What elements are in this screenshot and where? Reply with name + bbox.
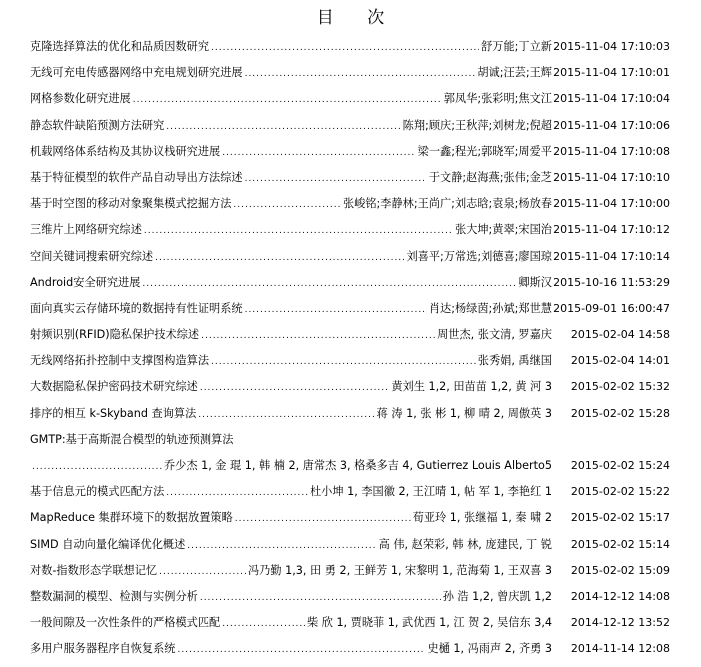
dot-leader — [222, 148, 415, 158]
article-title-link[interactable]: 射频识别(RFID)隐私保护技术综述 — [30, 328, 200, 342]
article-authors: 胡诚;汪芸;王辉 — [477, 66, 552, 80]
article-timestamp: 2014-12-12 13:52 — [570, 616, 670, 630]
article-authors: 乔少杰 1, 金 琨 1, 韩 楠 2, 唐常杰 3, 格桑多吉 4, Gutierrez Louis Alberto5 — [163, 459, 552, 472]
article-timestamp: 2014-12-12 14:08 — [570, 589, 670, 603]
article-authors: 肖达;杨绿茵;孙斌;郑世慧 — [428, 301, 552, 315]
article-timestamp: 2015-11-04 17:10:06 — [553, 118, 670, 132]
article-timestamp: 2015-11-04 17:10:14 — [553, 249, 670, 263]
toc-entry — [30, 38, 670, 64]
article-timestamp: 2015-02-02 15:32 — [570, 380, 670, 394]
toc-entry — [30, 431, 670, 457]
article-authors: 卿斯汉 — [518, 275, 552, 289]
toc-entry — [30, 195, 670, 221]
dot-leader — [233, 200, 341, 210]
article-title-link[interactable]: 基于时空图的移动对象聚集模式挖掘方法 — [30, 197, 232, 211]
dot-leader — [245, 69, 476, 79]
article-title-link[interactable]: MapReduce 集群环境下的数据放置策略 — [30, 511, 233, 525]
dot-leader — [201, 331, 435, 341]
article-timestamp: 2015-11-04 17:10:03 — [553, 40, 670, 53]
toc-entry — [30, 143, 670, 169]
article-timestamp: 2015-02-02 15:24 — [570, 459, 670, 472]
article-timestamp: 2015-11-04 17:10:08 — [553, 144, 670, 158]
article-title-link[interactable]: 对数-指数形态学联想记忆 — [30, 563, 158, 577]
toc-entry — [30, 169, 670, 195]
dot-leader — [200, 593, 441, 603]
article-title-link[interactable]: 面向真实云存储环境的数据持有性证明系统 — [30, 301, 243, 315]
toc-entry — [30, 64, 670, 90]
article-title-link[interactable]: 大数据隐私保护密码技术研究综述 — [30, 380, 198, 394]
article-title-link[interactable]: 基于特征模型的软件产品自动导出方法综述 — [30, 170, 243, 184]
article-timestamp: 2015-11-04 17:10:12 — [553, 223, 670, 237]
article-timestamp: 2015-02-04 14:01 — [570, 354, 670, 368]
article-title-link[interactable]: 多用户服务器程序自恢复系统 — [30, 642, 176, 656]
article-timestamp: 2015-02-04 14:58 — [570, 328, 670, 342]
article-title-link[interactable]: Android安全研究进展 — [30, 275, 141, 289]
toc-entry — [30, 248, 670, 274]
article-title-link[interactable]: 三维片上网络研究综述 — [30, 223, 142, 237]
article-authors: 张秀娟, 禹继国 — [477, 354, 552, 368]
article-timestamp: 2015-02-02 15:22 — [570, 485, 670, 499]
article-timestamp: 2015-11-04 17:10:04 — [553, 92, 670, 106]
dot-leader — [245, 174, 427, 184]
toc-entry — [30, 562, 670, 588]
toc-entry — [30, 90, 670, 116]
article-authors: 荀亚玲 1, 张继福 1, 秦 啸 2 — [412, 511, 552, 525]
dot-leader — [142, 279, 516, 289]
article-authors: 冯乃勤 1,3, 田 勇 2, 王鲜芳 1, 宋黎明 1, 范海菊 1, 王双喜 3 — [247, 563, 552, 577]
article-timestamp: 2015-10-16 11:53:29 — [553, 275, 670, 289]
toc-entry — [30, 457, 670, 483]
article-timestamp: 2015-11-04 17:10:01 — [553, 66, 670, 80]
dot-leader — [166, 122, 400, 132]
article-timestamp: 2015-02-02 15:28 — [570, 406, 670, 420]
article-authors: 舒万能;丁立新 — [481, 40, 552, 53]
dot-leader — [200, 383, 390, 393]
dot-leader — [177, 645, 425, 655]
dot-leader — [211, 357, 476, 367]
dot-leader — [245, 305, 427, 315]
toc-entry — [30, 588, 670, 614]
article-authors: 黄刘生 1,2, 田苗苗 1,2, 黄 河 3 — [391, 380, 552, 394]
toc-entry — [30, 274, 670, 300]
article-timestamp: 2015-02-02 15:17 — [570, 511, 670, 525]
article-authors: 柴 欣 1, 贾晓菲 1, 武优西 1, 江 贺 2, 吴信东 3,4 — [306, 616, 552, 630]
article-title-link[interactable]: SIMD 自动向量化编译优化概述 — [30, 537, 186, 551]
toc-entry — [30, 640, 670, 666]
article-timestamp: 2015-09-01 16:00:47 — [553, 301, 670, 315]
article-title-link[interactable]: 无线可充电传感器网络中充电规划研究进展 — [30, 66, 243, 80]
article-authors: 杜小坤 1, 李国徽 2, 王江晴 1, 帖 军 1, 李艳红 1 — [309, 485, 552, 499]
dot-leader — [222, 619, 305, 629]
toc-entry — [30, 326, 670, 352]
article-timestamp: 2015-02-02 15:14 — [570, 537, 670, 551]
dot-leader — [166, 488, 308, 498]
toc-entry — [30, 536, 670, 562]
article-authors: 刘喜平;万常选;刘德喜;廖国琼 — [406, 249, 552, 263]
article-authors: 张峻铭;李静林;王尚广;刘志晗;袁泉;杨放春 — [342, 197, 552, 211]
dot-leader — [155, 253, 404, 263]
article-timestamp: 2015-11-04 17:10:10 — [553, 170, 670, 184]
article-authors: 蒋 涛 1, 张 彬 1, 柳 晴 2, 周傲英 3 — [376, 406, 552, 420]
article-title-link[interactable]: 空间关键词搜索研究综述 — [30, 249, 154, 263]
article-authors: 张大坤;黄翠;宋国治 — [454, 223, 552, 237]
dot-leader — [133, 95, 442, 105]
toc-entry — [30, 614, 670, 640]
article-authors: 孙 浩 1,2, 曾庆凯 1,2 — [442, 589, 552, 603]
toc-list — [30, 38, 670, 667]
article-title-link[interactable]: 基于信息元的模式匹配方法 — [30, 485, 165, 499]
toc-entry — [30, 405, 670, 431]
dot-leader — [235, 514, 411, 524]
dot-leader — [187, 541, 376, 551]
article-title-link[interactable]: 机载网络体系结构及其协议栈研究进展 — [30, 144, 221, 158]
page-title: 目 次 — [316, 8, 399, 28]
toc-entry — [30, 117, 670, 143]
article-authors: 周世杰, 张文清, 罗嘉庆 — [437, 328, 552, 342]
toc-entry — [30, 509, 670, 535]
dot-leader — [32, 462, 162, 472]
article-authors: 梁一鑫;程光;郭晓军;周爱平 — [417, 144, 552, 158]
dot-leader — [159, 567, 246, 577]
article-title-link[interactable]: 一般间隙及一次性条件的严格模式匹配 — [30, 616, 221, 630]
article-title-link[interactable]: 静态软件缺陷预测方法研究 — [30, 118, 165, 132]
toc-entry — [30, 378, 670, 404]
article-authors: 陈翔;顾庆;王秋萍;刘树龙;倪超 — [402, 118, 552, 132]
toc-entry — [30, 483, 670, 509]
dot-leader — [144, 226, 453, 236]
article-authors: 于文静;赵海燕;张伟;金芝 — [428, 170, 552, 184]
article-title-link[interactable]: 无线网络拓扑控制中支撑图构造算法 — [30, 354, 210, 368]
article-title-link[interactable]: GMTP:基于高斯混合模型的轨迹预测算法 — [30, 432, 234, 446]
dot-leader — [211, 43, 479, 53]
article-timestamp: 2014-11-14 12:08 — [570, 642, 670, 656]
article-authors: 高 伟, 赵荣彩, 韩 林, 庞建民, 丁 锐 — [378, 537, 552, 551]
article-title-link[interactable]: 克隆选择算法的优化和品质因数研究 — [30, 40, 210, 53]
article-title-link[interactable]: 整数漏洞的模型、检测与实例分析 — [30, 589, 198, 603]
article-authors: 郭凤华;张彩明;焦文江 — [443, 92, 552, 106]
toc-entry — [30, 221, 670, 247]
toc-entry — [30, 300, 670, 326]
article-timestamp: 2015-02-02 15:09 — [570, 563, 670, 577]
dot-leader — [198, 410, 374, 420]
article-timestamp: 2015-11-04 17:10:00 — [553, 197, 670, 211]
toc-entry — [30, 352, 670, 378]
article-title-link[interactable]: 网格参数化研究进展 — [30, 92, 131, 106]
article-title-link[interactable]: 排序的相互 k-Skyband 查询算法 — [30, 406, 197, 420]
article-authors: 史樋 1, 冯雨声 2, 齐勇 3 — [427, 642, 552, 656]
